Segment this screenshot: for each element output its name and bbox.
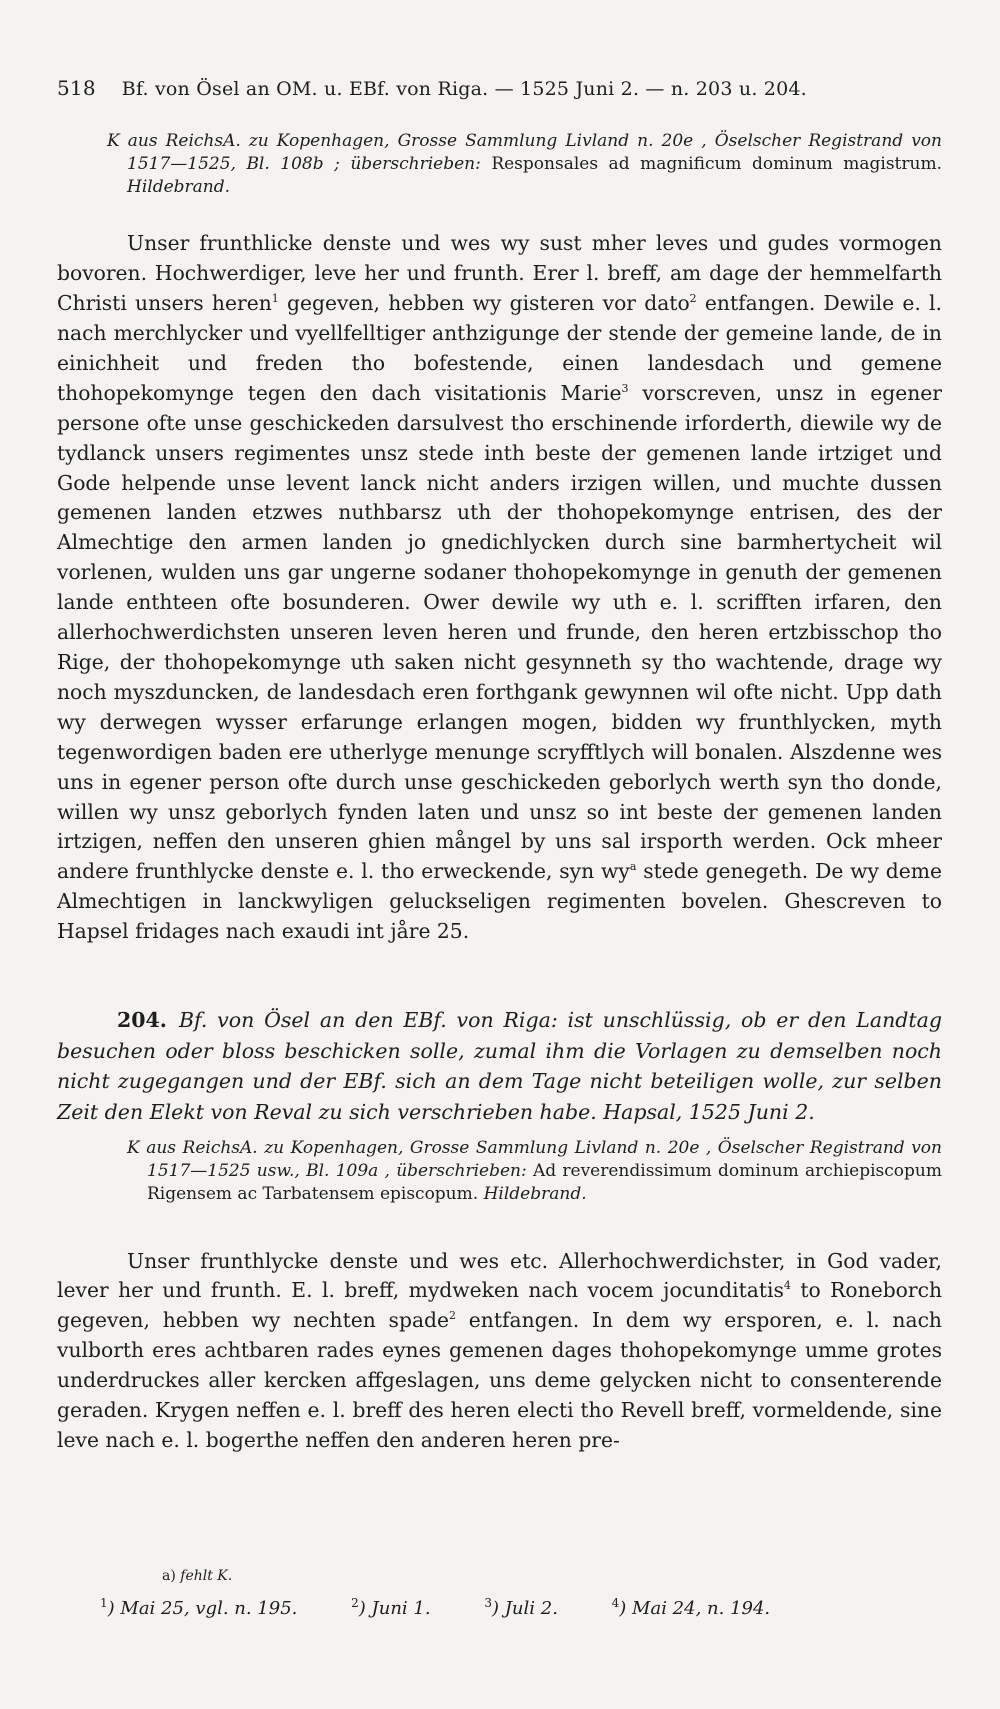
document-number: 204. xyxy=(117,1008,167,1033)
source-note-204 xyxy=(57,1137,942,1206)
letter-body-204: Unser frunthlycke denste und wes etc. Allerhochwerdichster, in God vader, lever her und frunth. E. l. breff, mydweken nach vocem jocunditatis$^4$ to Roneborch gegeven, hebben wy nechten spade$^2$ entfangen. In dem wy ersporen, e. l. nach vulborth eres achtbaren rades eynes gemenen dages thohopekomynge umme grotes underdruckes aller kercken affgeslagen, uns deme gelycken nicht to consenterende geraden. Krygen neffen e. l. breff des heren electi tho Revell breff, vormeldende, sine leve nach e. l. bogerthe neffen den anderen heren pre- xyxy=(57,1248,943,1452)
footnote-ref: a xyxy=(629,860,637,874)
running-header xyxy=(57,76,942,100)
footnote-ref: 3 xyxy=(621,382,629,396)
footnote-row xyxy=(100,1598,900,1619)
source-note-203 xyxy=(57,130,942,199)
footnote-item: $^4$) Mai 24, n. 194. xyxy=(611,1596,771,1619)
footnote-item: $^1$) Mai 25, vgl. n. 195. xyxy=(100,1596,298,1619)
footnote-ref: 1 xyxy=(271,292,279,306)
editor-name: Hildebrand. xyxy=(483,1184,587,1205)
document-summary: Bf. von Ösel an den EBf. von Riga: ist unschlüssig, ob er den Landtag besuchen oder bloss beschicken solle, zumal ihm die Vorlagen zu demselben noch nicht zugegangen und der EBf. sich an dem Tage nicht beteiligen wolle, zur selben Zeit den Elekt von Reval zu sich verschrieben habe. Hapsal, 1525 Juni 2. xyxy=(57,1008,942,1124)
editor-name: Hildebrand. xyxy=(127,177,231,198)
running-title: Bf. von Ösel an OM. u. EBf. von Riga. — 1525 Juni 2. — n. 203 u. 204. xyxy=(121,78,807,100)
source-citation: K aus ReichsA. zu Kopenhagen, Grosse Sammlung Livland n. 20e , Öselscher Registrand von 1517—1525, Bl. 108b ; überschrieben: xyxy=(107,131,942,175)
document-page xyxy=(57,76,942,1456)
source-heading: Responsales ad magnificum dominum magistrum. xyxy=(480,154,942,175)
source-citation: K aus ReichsA. zu Kopenhagen, Grosse Sammlung Livland n. 20e , Öselscher Registrand von 1517—1525 usw., Bl. 109a , überschrieben: xyxy=(127,1138,942,1182)
footnote-ref: 2 xyxy=(689,292,697,306)
footnote-item: $^3$) Juli 2. xyxy=(484,1596,558,1619)
footnote-item: $^2$) Juni 1. xyxy=(351,1596,431,1619)
textual-note: a) fehlt K. xyxy=(162,1568,233,1584)
source-heading: Ad reverendissimum dominum archiepiscopum Rigensem ac Tarbatensem episcopum. xyxy=(147,1161,942,1205)
document-heading-204 xyxy=(57,1005,942,1127)
footnote-ref: 2 xyxy=(449,1309,457,1323)
page-number: 518 xyxy=(57,76,96,100)
letter-body-203: Unser frunthlicke denste und wes wy sust mher leves und gudes vormogen bovoren. Hochwerdiger, leve her und frunth. Erer l. breff, am dage der hemmelfarth Christi unsers heren$^1$ gegeven, hebben wy gisteren vor dato$^2$ entfangen. Dewile e. l. nach merchlycker und vyellfelltiger anthzigunge der stende der gemeine lande, de in einichheit und freden tho bofestende, einen landesdach und gemene thohopekomynge tegen den dach visitationis Marie$^3$ vorscreven, unsz in egener persone ofte unse geschickeden darsulvest tho erschinende irforderth, diewile wy de tydlanck unsers regimentes unsz stede inth beste der gemenen lande irtziget und Gode helpende unse levent lanck nicht anders irzigen willen, und muchte dussen gemenen landen etzwes nuthbarsz uth der thohopekomynge entrisen, des der Almechtige den armen landen jo gnedichlycken durch sine barmhertycheit wil vorlenen, wulden uns gar ungerne sodaner thohopekomynge in genuth der gemenen lande enthteen ofte bosunderen. Ower dewile wy uth e. l. scrifften irfaren, den allerhochwerdichsten unseren leven heren und frunde, den heren ertzbisschop tho Rige, der thohopekomynge uth saken nicht gesynneth sy tho wachtende, drage wy noch myszduncken, de landesdach eren forthgank gewynnen wil ofte nicht. Upp dath wy derwegen wysser erfarunge erlangen mogen, bidden wy frunthlycken, myth tegenwordigen baden ere utherlyge menunge scryfftlych will bonalen. Alszdenne wes uns in egener person ofte durch unse geschickeden geborlych werth syn tho donde, willen wy unsz geborlych fynden laten und unsz so int beste der gemenen landen irtzigen, neffen den unseren ghien mångel by uns sal irsporth werden. Ock mheer andere frunthlycke denste e. l. tho erweckende, syn $wy^a$ stede genegeth. De wy deme Almechtigen in lanckwyligen geluckseligen regimenten bovelen. Ghescreven to Hapsel fridages nach exaudi int jåre 25. xyxy=(57,231,942,944)
footnote-ref: 4 xyxy=(783,1279,791,1293)
footnotes xyxy=(100,1568,900,1619)
